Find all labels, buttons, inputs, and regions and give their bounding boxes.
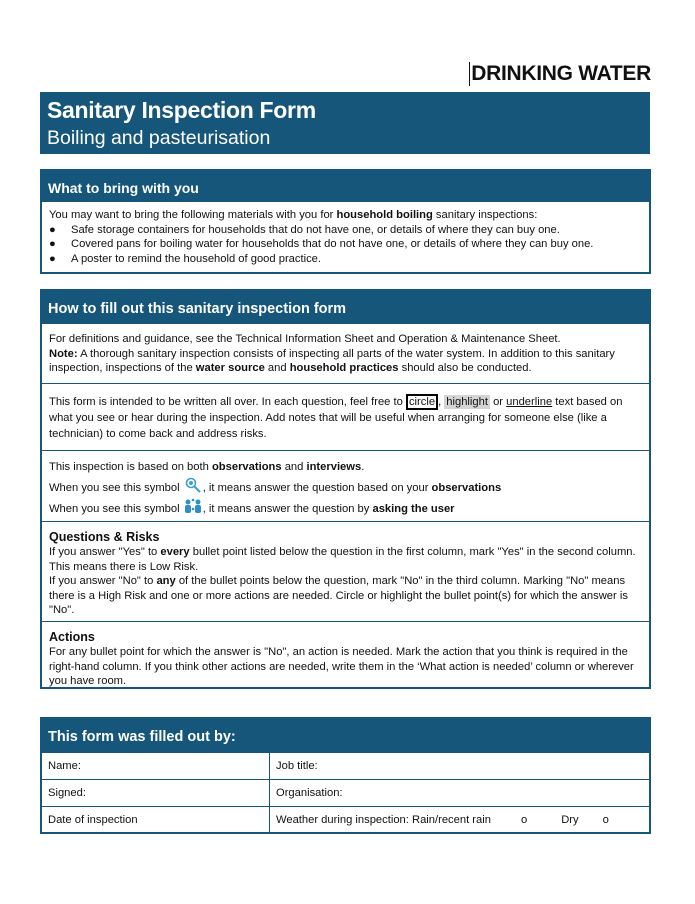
filled-out-by-heading: This form was filled out by: bbox=[42, 719, 649, 752]
what-to-bring-content bbox=[42, 201, 649, 272]
signed-field[interactable]: Signed: bbox=[42, 780, 270, 807]
date-of-inspection-field[interactable]: Date of inspection bbox=[42, 807, 270, 834]
table-row bbox=[42, 753, 649, 780]
actions-section: Actions For any bullet point for which the answer is "No", an action is needed. Mark the action that you think is required in the right-hand column. If you think other actions are needed, write them in the ‘What action is needed’ column or wherever you have room. bbox=[42, 621, 649, 695]
table-row bbox=[42, 807, 649, 834]
interview-people-icon bbox=[184, 498, 202, 514]
dry-checkbox[interactable]: o bbox=[602, 814, 609, 826]
document-category-label: DRINKING WATER bbox=[471, 62, 651, 85]
list-item: ● Covered pans for boiling water for households that do not have one, or details of where they can buy one. bbox=[49, 238, 594, 250]
how-to-fill-heading: How to fill out this sanitary inspection form bbox=[42, 291, 649, 323]
what-to-bring-heading: What to bring with you bbox=[42, 171, 649, 201]
bullet-icon: ● bbox=[49, 223, 56, 236]
definitions-section: For definitions and guidance, see the Technical Information Sheet and Operation & Maintenance Sheet. Note: A thorough sanitary inspection consists of inspecting all parts of the water system. In addition to this sanitary inspection, inspections of the water source and household practices should also be conducted. bbox=[42, 323, 649, 383]
job-title-field[interactable]: Job title: bbox=[270, 753, 650, 780]
rain-checkbox[interactable]: o bbox=[520, 814, 528, 826]
list-item: ● Safe storage containers for households that do not have one, or details of where they can buy one. bbox=[49, 223, 560, 236]
how-to-fill-box bbox=[40, 289, 651, 689]
magnifier-observation-icon bbox=[184, 477, 202, 493]
bullet-icon: ● bbox=[49, 252, 56, 265]
questions-risks-heading: Questions & Risks bbox=[49, 530, 160, 544]
dry-label: Dry bbox=[561, 814, 579, 826]
weather-field: Weather during inspection: Rain/recent rain o Dry o bbox=[270, 807, 650, 834]
observations-interviews-section: This inspection is based on both observations and interviews. When you see this symbol , it means answer the question based on your observations When you see this symbol , it means answer the question by asking the user bbox=[42, 450, 649, 521]
table-row bbox=[42, 780, 649, 807]
name-field[interactable]: Name: bbox=[42, 753, 270, 780]
bullet-icon: ● bbox=[49, 238, 56, 250]
filled-out-by-box bbox=[40, 717, 651, 834]
signature-table bbox=[42, 752, 649, 833]
questions-risks-section: Questions & Risks If you answer "Yes" to every bullet point listed below the question in the first column, mark "Yes" in the second column. This means there is Low Risk. If you answer "No" to any of the bullet points below the question, mark "No" in the third column. Marking "No" means there is a High Risk and one or more actions are needed. Circle or highlight the bullet point(s) for which the answer is "No". bbox=[42, 521, 649, 621]
list-item: ● A poster to remind the household of good practice. bbox=[49, 252, 322, 265]
title-block bbox=[40, 92, 650, 154]
markup-instructions-section: This form is intended to be written all over. In each question, feel free to circle , highlight or underline text based on what you see or hear during the inspection. Add notes that will be useful when arranging for someone else (like a technician) to come back and address risks. bbox=[42, 383, 649, 450]
organisation-field[interactable]: Organisation: bbox=[270, 780, 650, 807]
actions-heading: Actions bbox=[49, 630, 95, 644]
underline-example: underline bbox=[506, 396, 553, 408]
page-title: Sanitary Inspection Form bbox=[47, 97, 316, 123]
what-to-bring-box bbox=[40, 169, 651, 274]
page-subtitle: Boiling and pasteurisation bbox=[47, 127, 271, 149]
highlight-example: highlight bbox=[446, 396, 488, 408]
circle-example: circle bbox=[406, 394, 438, 410]
what-to-bring-intro: You may want to bring the following materials with you for household boiling sanitary inspections: bbox=[49, 209, 538, 221]
